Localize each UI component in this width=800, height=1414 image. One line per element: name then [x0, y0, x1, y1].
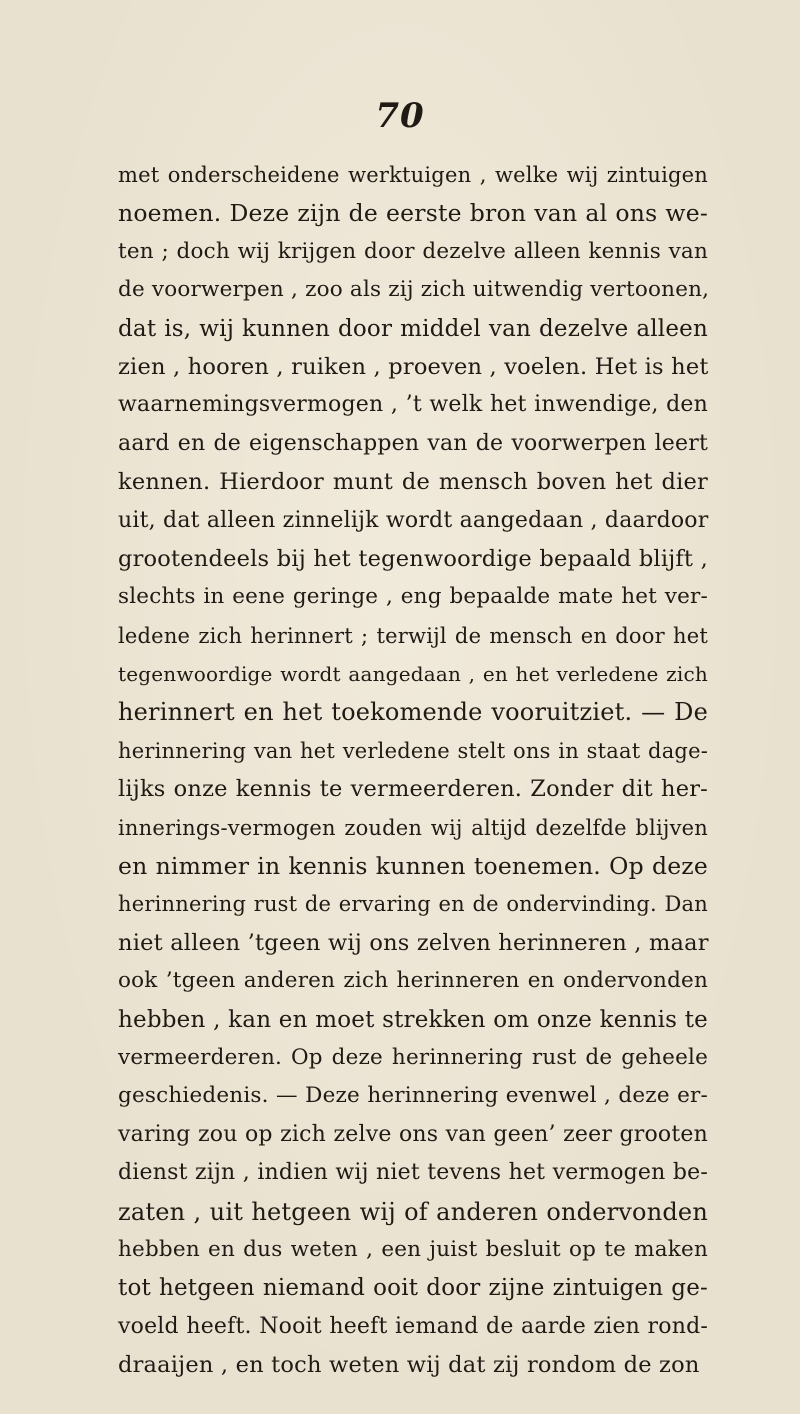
text-line: grootendeels bij het tegenwoordige bepaald blijft , — [118, 545, 708, 572]
text-line: de voorwerpen , zoo als zij zich uitwendig vertoonen, — [118, 277, 710, 303]
body-text — [118, 156, 708, 1385]
text-line: varing zou op zich zelve ons van geen’ zeer grooten — [118, 1121, 708, 1147]
text-line: voeld heeft. Nooit heeft iemand de aarde zien rond- — [118, 1313, 708, 1339]
text-line: hebben en dus weten , een juist besluit op te maken — [118, 1236, 708, 1262]
text-line: herinnert en het toekomende vooruitziet. — De — [118, 698, 708, 727]
text-line: kennen. Hierdoor munt de mensch boven het dier — [118, 469, 708, 496]
text-line: met onderscheidene werktuigen , welke wij zintuigen — [118, 163, 708, 187]
text-line: herinnering van het verledene stelt ons in staat dage- — [118, 738, 708, 763]
text-line: uit, dat alleen zinnelijk wordt aangedaan , daardoor — [118, 507, 709, 533]
text-line: ook ’tgeen anderen zich herinneren en ondervonden — [118, 968, 708, 994]
text-line: slechts in eene geringe , eng bepaalde mate het ver- — [118, 584, 708, 610]
text-line: ledene zich herinnert ; terwijl de mensch en door het — [118, 623, 708, 648]
text-line: vermeerderen. Op deze herinnering rust de geheele — [118, 1044, 708, 1070]
text-line: niet alleen ’tgeen wij ons zelven herinneren , maar — [118, 929, 709, 956]
text-line: draaijen , en toch weten wij dat zij rondom de zon — [118, 1352, 700, 1379]
text-line: waarnemingsvermogen , ’t welk het inwendige, den — [118, 392, 708, 418]
text-line: ten ; doch wij krijgen door dezelve alleen kennis van — [118, 238, 708, 264]
text-line: lijks onze kennis te vermeerderen. Zonder dit her- — [118, 776, 708, 803]
text-line: aard en de eigenschappen van de voorwerpen leert — [118, 430, 708, 456]
text-line: tot hetgeen niemand ooit door zijne zintuigen ge- — [118, 1275, 708, 1302]
text-line: noemen. Deze zijn de eerste bron van al ons we- — [118, 199, 708, 228]
text-line: zaten , uit hetgeen wij of anderen ondervonden — [118, 1197, 708, 1226]
text-line: tegenwoordige wordt aangedaan , en het verledene zich — [118, 662, 708, 687]
text-line: dat is, wij kunnen door middel van dezelve alleen — [118, 315, 708, 342]
text-line: en nimmer in kennis kunnen toenemen. Op deze — [118, 852, 708, 881]
text-line: hebben , kan en moet strekken om onze kennis te — [118, 1006, 708, 1033]
text-line: zien , hooren , ruiken , proeven , voelen. Het is het — [118, 353, 709, 380]
text-line: herinnering rust de ervaring en de ondervinding. Dan — [118, 892, 708, 917]
text-line: dienst zijn , indien wij niet tevens het vermogen be- — [118, 1160, 708, 1186]
text-line: innerings-vermogen zouden wij altijd dezelfde blijven — [118, 815, 708, 840]
text-line: geschiedenis. — Deze herinnering evenwel , deze er- — [118, 1083, 708, 1109]
page-number: 70 — [375, 96, 425, 136]
